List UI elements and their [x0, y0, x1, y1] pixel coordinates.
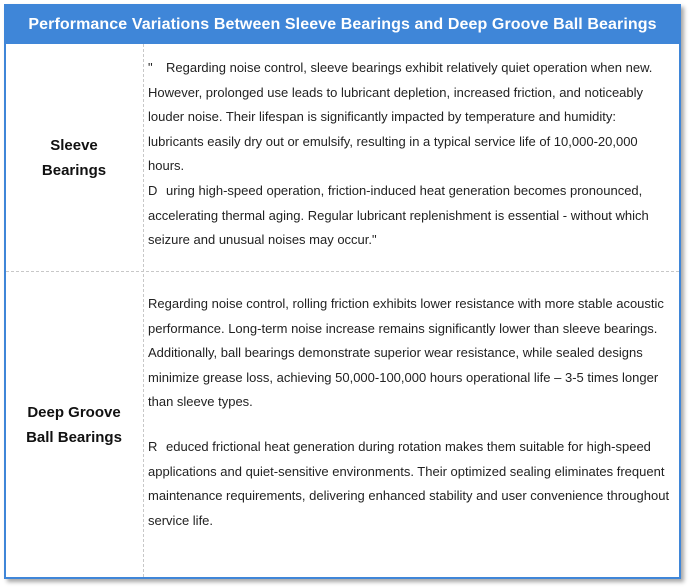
paragraph-text: Regarding noise control, sleeve bearings exhibit relatively quiet operation when new. However, prolonged use leads to lubricant depletion, increased friction, and noticeably louder noise. Their lifespan is significantly impacted by temperature and humidity: lubricants easily dry out or emulsify, resulting in a typical service life of 10,000-20,000 hours. [148, 60, 653, 174]
row-label-line1: Sleeve [50, 136, 98, 154]
row-label-line2: Bearings [41, 161, 107, 179]
row-label-deep-groove-ball-bearings [6, 272, 142, 578]
row-label-sleeve-bearings [6, 44, 142, 271]
paragraph-text: uring high-speed operation, friction-induced heat generation becomes pronounced, accelerating thermal aging. Regular lubricant replenishment is essential - without which seizure and unusual noises may occur." [148, 182, 649, 248]
paragraph-text: educed frictional heat generation during rotation makes them suitable for high-speed applications and quiet-sensitive environments. Their optimized sealing eliminates frequent maintenance requirements, delivering enhanced stability and user convenience throughout service life. [148, 438, 670, 528]
description-cell-sleeve-bearings [148, 56, 671, 253]
paragraph-noise-lifespan [148, 56, 671, 179]
row-label-line1: Deep Groove [27, 404, 121, 421]
paragraph-high-speed [148, 179, 671, 253]
paragraph-noise-lifespan: Regarding noise control, rolling friction exhibits lower resistance with more stable acoustic performance. Long-term noise increase remains significantly lower than sleeve bearings. Additionally, ball bearings demonstrate superior wear resistance, while sealed designs minimize grease loss, achieving 50,000-100,000 hours operational life – 3-5 times longer than sleeve types. [148, 296, 664, 410]
paragraph-high-speed [148, 435, 671, 533]
table-title: Performance Variations Between Sleeve Bearings and Deep Groove Ball Bearings [6, 6, 679, 44]
table-row-deep-groove-ball-bearings [6, 271, 679, 578]
comparison-table [4, 4, 681, 579]
paragraph-initial: R [148, 438, 158, 454]
description-cell-deep-groove-ball-bearings [148, 292, 671, 533]
paragraph-initial: D [148, 182, 158, 198]
quote-mark: " [148, 60, 153, 75]
table-row-sleeve-bearings [6, 44, 679, 271]
row-label-line2: Ball Bearings [26, 429, 122, 446]
